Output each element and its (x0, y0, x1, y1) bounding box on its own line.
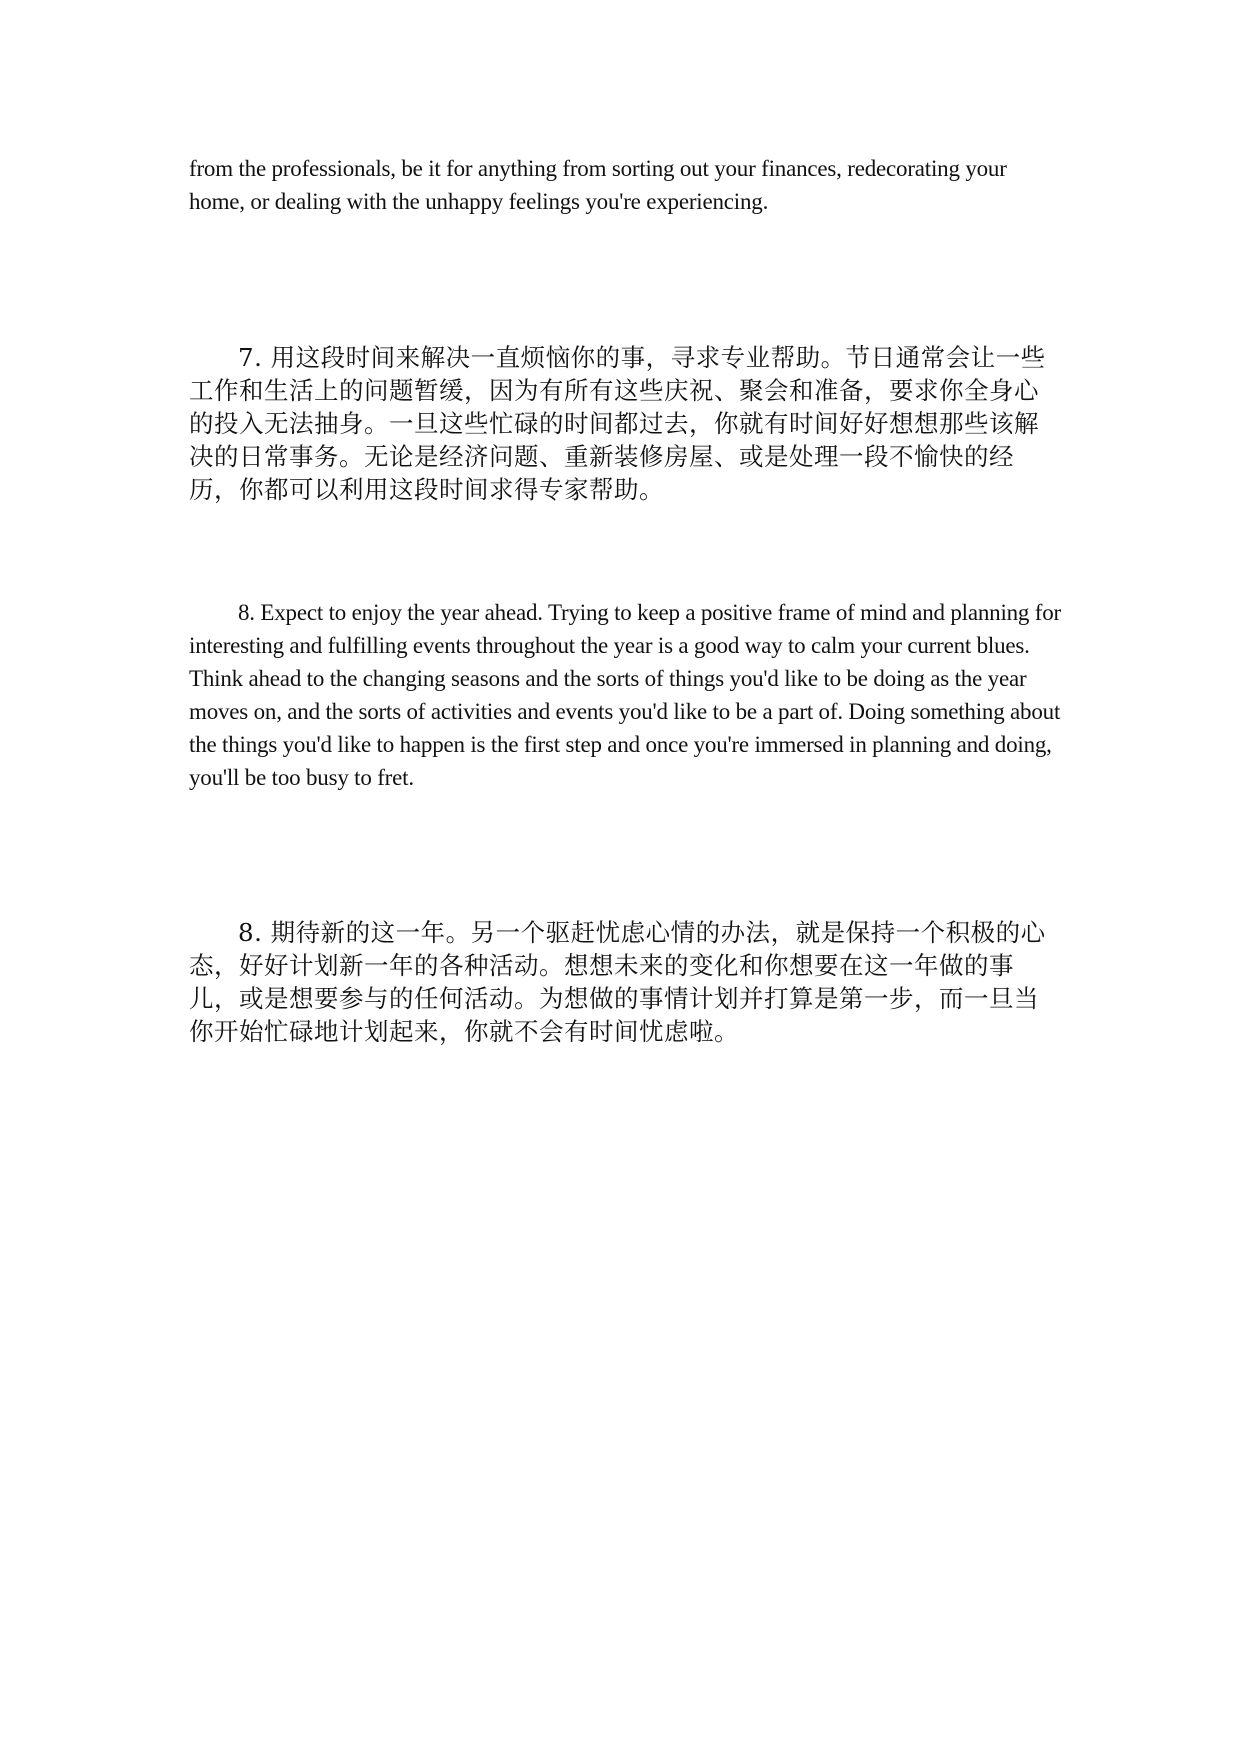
paragraph-8-en: 8. Expect to enjoy the year ahead. Trying to keep a positive frame of mind and planning for interesting and fulfilling events throughout the year is a good way to calm your current blues. Think ahead to the changing seasons and the sorts of things you'd like to be doing as the year moves on, and the sorts of activities and events you'd like to be a part of. Doing something about the things you'd like to happen is the first step and once you're immersed in planning and doing, you'll be too busy to fret. (189, 600, 1061, 790)
paragraph-continuation-en: from the professionals, be it for anything from sorting out your finances, redecorating your home, or dealing with the unhappy feelings you're experiencing. (189, 156, 1007, 214)
paragraph-7-zh: 7. 用这段时间来解决一直烦恼你的事，寻求专业帮助。节日通常会让一些工作和生活上的问题暂缓，因为有所有这些庆祝、聚会和准备，要求你全身心的投入无法抽身。一旦这些忙碌的时间都过去，你就有时间好好想想那些该解决的日常事务。无论是经济问题、重新装修房屋、或是处理一段不愉快的经历，你都可以利用这段时间求得专家帮助。 (189, 343, 1046, 504)
paragraph-8-zh: 8. 期待新的这一年。另一个驱赶忧虑心情的办法，就是保持一个积极的心态，好好计划新一年的各种活动。想想未来的变化和你想要在这一年做的事儿，或是想要参与的任何活动。为想做的事情计划并打算是第一步，而一旦当你开始忙碌地计划起来，你就不会有时间忧虑啦。 (189, 918, 1046, 1046)
